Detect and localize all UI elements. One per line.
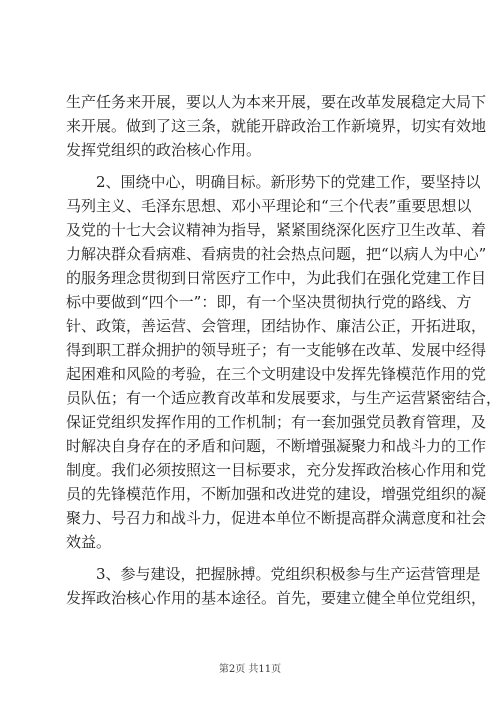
text-line: 力解决群众看病难、看病贵的社会热点问题，把“以病人为中心”	[66, 245, 487, 263]
text-line: 聚力、号召力和战斗力，促进本单位不断提高群众满意度和社会	[66, 509, 487, 527]
text-line: 马列主义、毛泽东思想、邓小平理论和“三个代表”重要思想以	[66, 197, 472, 215]
text-line: 针、政策，善运营、会管理，团结协作、廉洁公正，开拓进取，	[66, 317, 487, 335]
document-body	[66, 90, 501, 610]
page-number-label: 第2页 共11页	[218, 664, 282, 675]
text-line: 来开展。做到了这三条，就能开辟政治工作新境界，切实有效地	[66, 117, 487, 135]
paragraph-2	[66, 170, 501, 554]
text-line: 制度。我们必须按照这一目标要求，充分发挥政治核心作用和党	[66, 461, 487, 479]
text-line: 的服务理念贯彻到日常医疗工作中，为此我们在强化党建工作目	[66, 269, 487, 287]
text-line: 2、围绕中心，明确目标。新形势下的党建工作，要坚持以	[96, 173, 481, 191]
text-line: 得到职工群众拥护的领导班子；有一支能够在改革、发展中经得	[66, 341, 487, 359]
text-line: 发挥政治核心作用的基本途径。首先，要建立健全单位党组织，	[66, 589, 487, 607]
text-line: 保证党组织发挥作用的工作机制；有一套加强党员教育管理，及	[66, 413, 487, 431]
text-line: 标中要做到“四个一”：即，有一个坚决贯彻执行党的路线、方	[66, 293, 472, 311]
text-line: 发挥党组织的政治核心作用。	[66, 141, 262, 159]
text-line: 3、参与建设，把握脉搏。党组织积极参与生产运营管理是	[96, 565, 481, 583]
text-line: 员的先锋模范作用，不断加强和改进党的建设，增强党组织的凝	[66, 485, 487, 503]
paragraph-3	[66, 562, 487, 610]
text-line: 员队伍；有一个适应教育改革和发展要求，与生产运营紧密结合，	[66, 389, 501, 407]
text-line: 时解决自身存在的矛盾和问题，不断增强凝聚力和战斗力的工作	[66, 437, 487, 455]
text-line: 及党的十七大会议精神为指导，紧紧围绕深化医疗卫生改革、着	[66, 221, 487, 239]
text-line: 生产任务来开展，要以人为本来开展，要在改革发展稳定大局下	[66, 93, 487, 111]
page-footer	[0, 660, 500, 675]
paragraph-gap	[66, 162, 446, 170]
paragraph-gap	[66, 554, 446, 562]
text-line: 效益。	[66, 533, 112, 551]
paragraph-1	[66, 90, 487, 162]
text-line: 起困难和风险的考验，在三个文明建设中发挥先锋模范作用的党	[66, 365, 487, 383]
